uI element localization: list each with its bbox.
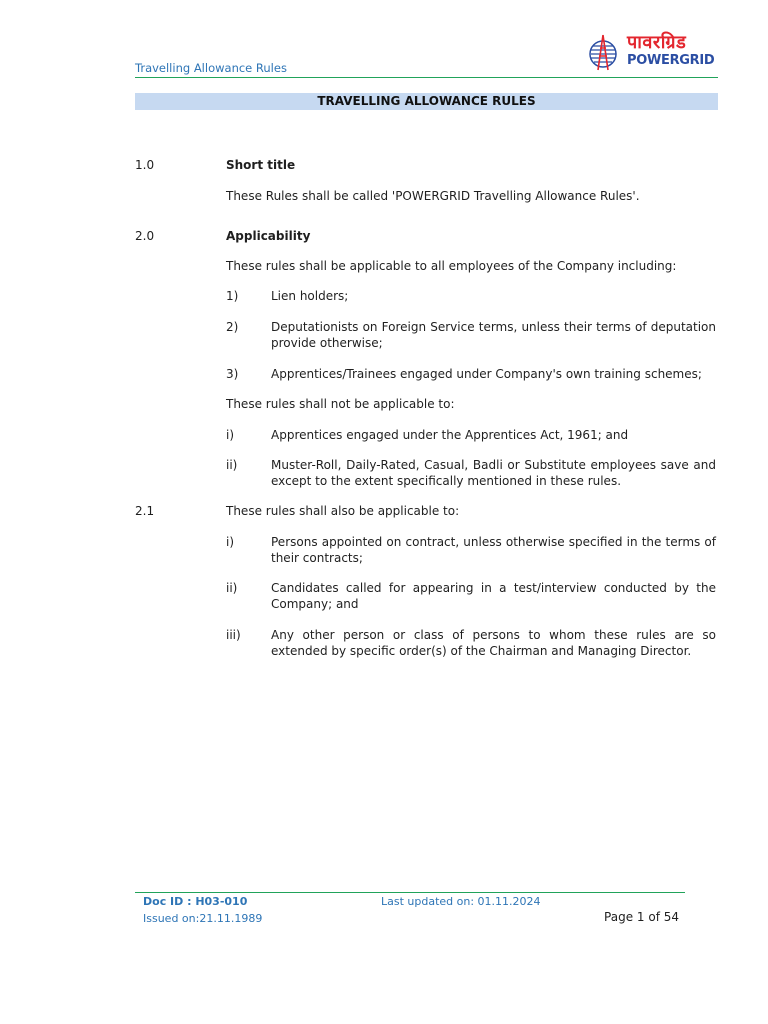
list-marker: 3) [226,367,239,381]
section-intro: These rules shall also be applicable to: [226,504,460,518]
list-item: Candidates called for appearing in a test/interview conducted by the Company; and [271,581,716,611]
powergrid-globe-tower-icon [589,34,623,72]
list-item: Muster-Roll, Daily-Rated, Casual, Badli or Substitute employees save and except to the extent specifically mentioned in these rules. [271,458,716,488]
section-number: 1.0 [135,158,155,172]
list-marker: ii) [226,581,238,595]
section-intro: These rules shall be applicable to all employees of the Company including: [226,259,677,273]
section-text: These Rules shall be called 'POWERGRID Travelling Allowance Rules'. [226,189,640,203]
running-header-title: Travelling Allowance Rules [135,61,287,75]
list-marker: i) [226,535,235,549]
list-marker: i) [226,428,235,442]
powergrid-logo [589,32,715,74]
list-marker: 1) [226,289,239,303]
section-number: 2.0 [135,229,155,243]
section-intro: These rules shall not be applicable to: [226,397,455,411]
footer-divider [135,892,685,893]
list-marker: ii) [226,458,238,472]
list-marker: iii) [226,628,241,642]
footer-last-updated: Last updated on: 01.11.2024 [381,895,541,908]
section-number: 2.1 [135,504,155,518]
list-item: Deputationists on Foreign Service terms, unless their terms of deputation provide otherwise; [271,320,716,350]
logo-hindi-text: पावरग्रिड [627,32,687,53]
section-heading: Applicability [226,229,311,243]
header-divider [135,77,718,78]
footer-page-number: Page 1 of 54 [604,910,679,924]
list-item: Lien holders; [271,289,349,303]
list-marker: 2) [226,320,239,334]
list-item: Any other person or class of persons to whom these rules are so extended by specific order(s) of the Chairman and Managing Director. [271,628,716,658]
footer-doc-id: Doc ID : H03-010 [143,895,248,908]
document-title: TRAVELLING ALLOWANCE RULES [135,93,718,110]
section-heading: Short title [226,158,296,172]
list-item: Persons appointed on contract, unless otherwise specified in the terms of their contracts; [271,535,716,565]
footer-issued-date: Issued on:21.11.1989 [143,912,263,925]
logo-english-text: POWERGRID [627,53,715,68]
list-item: Apprentices/Trainees engaged under Company's own training schemes; [271,367,702,381]
list-item: Apprentices engaged under the Apprentices Act, 1961; and [271,428,629,442]
